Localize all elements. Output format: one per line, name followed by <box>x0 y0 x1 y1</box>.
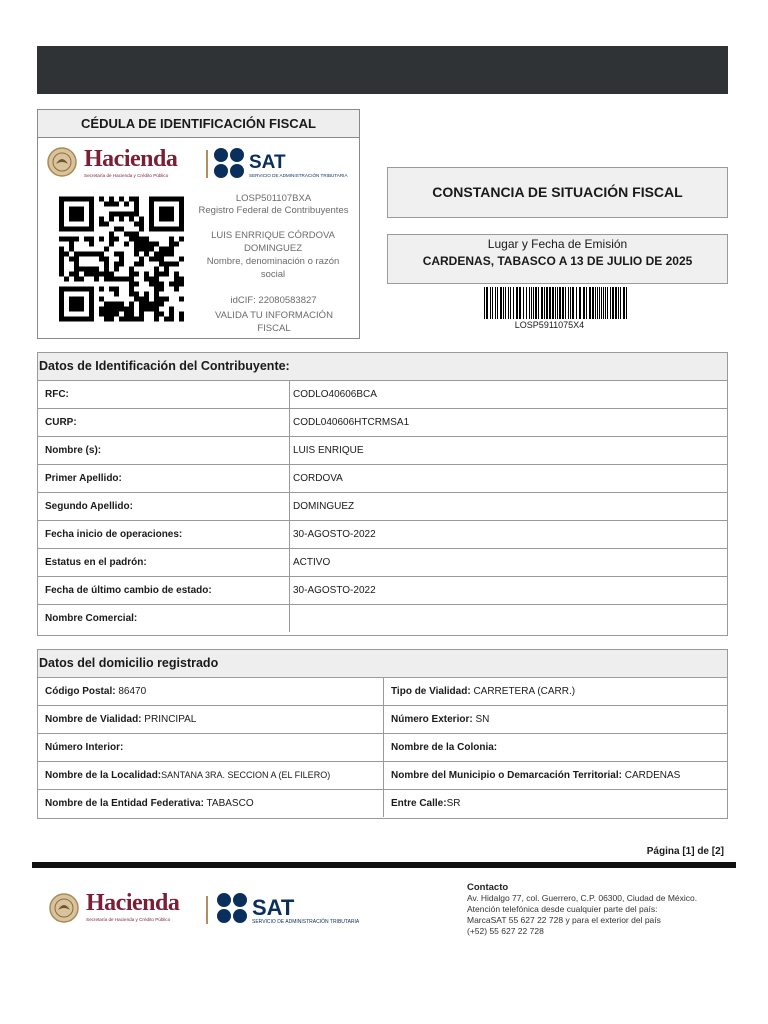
identificacion-section <box>37 352 728 636</box>
sat-logo: SAT <box>252 895 295 920</box>
domicilio-section <box>37 649 728 819</box>
identificacion-heading: Datos de Identificación del Contribuyente: <box>38 353 727 381</box>
domicilio-cell <box>384 706 728 734</box>
cell-label: Nombre de Vialidad: <box>45 714 142 725</box>
cell-label: Nombre de la Colonia: <box>391 742 498 753</box>
row-label: Fecha de último cambio de estado: <box>38 577 290 605</box>
cell-label: Nombre de la Localidad: <box>45 770 162 781</box>
row-value: ACTIVO <box>290 549 728 577</box>
cedula-idcif: idCIF: 22080583827 <box>230 295 317 306</box>
row-label: Nombre Comercial: <box>38 605 290 633</box>
constancia-title: CONSTANCIA DE SITUACIÓN FISCAL <box>387 167 728 218</box>
top-banner <box>37 46 728 94</box>
table-row <box>38 678 727 706</box>
table-row <box>38 437 727 465</box>
identificacion-table <box>38 381 727 632</box>
contact-line: MarcaSAT 55 627 22 728 y para el exterior del país <box>467 915 661 925</box>
domicilio-cell <box>38 678 384 706</box>
sat-dots-icon <box>213 147 245 179</box>
sat-sub: SERVICIO DE ADMINISTRACIÓN TRIBUTARIA <box>252 919 360 925</box>
cell-value: SANTANA 3RA. SECCION A (EL FILERO) <box>161 770 331 780</box>
cell-label: Tipo de Vialidad: <box>391 686 471 697</box>
row-value <box>290 605 728 633</box>
domicilio-cell <box>38 734 384 762</box>
domicilio-table <box>38 678 727 817</box>
footer-divider <box>32 862 736 868</box>
page-number: Página [1] de [2] <box>646 846 724 857</box>
cell-value: PRINCIPAL <box>144 714 197 725</box>
domicilio-heading: Datos del domicilio registrado <box>38 650 727 678</box>
cedula-valida: VALIDA TU INFORMACIÓN FISCAL <box>215 310 333 334</box>
cedula-rfc-label: Registro Federal de Contribuyentes <box>198 205 349 216</box>
contact-title: Contacto <box>467 882 509 893</box>
domicilio-cell <box>384 734 728 762</box>
cedula-box <box>37 109 360 339</box>
cedula-name-value: LUIS ENRRIQUE CÓRDOVA DOMINGUEZ <box>211 230 335 254</box>
contact-line: Av. Hidalgo 77, col. Guerrero, C.P. 06300, Ciudad de México. <box>467 893 698 903</box>
row-label: Primer Apellido: <box>38 465 290 493</box>
hacienda-sub: Secretaría de Hacienda y Crédito Público <box>84 173 169 178</box>
row-value: CODL040606HTCRMSA1 <box>290 409 728 437</box>
table-row <box>38 734 727 762</box>
table-row <box>38 790 727 818</box>
cedula-logos <box>46 144 356 184</box>
table-row <box>38 762 727 790</box>
table-row <box>38 706 727 734</box>
row-label: Segundo Apellido: <box>38 493 290 521</box>
table-row <box>38 577 727 605</box>
cell-value: CARDENAS <box>624 770 681 781</box>
contact-block <box>467 882 697 937</box>
row-label: CURP: <box>38 409 290 437</box>
domicilio-cell <box>38 790 384 818</box>
hacienda-sub: Secretaría de Hacienda y Crédito Público <box>86 917 171 922</box>
lugar-fecha-box <box>387 234 728 284</box>
cell-label: Entre Calle: <box>391 798 447 809</box>
cell-value: CARRETERA (CARR.) <box>473 686 576 697</box>
row-label: Estatus en el padrón: <box>38 549 290 577</box>
cedula-name-label: Nombre, denominación o razón social <box>206 256 340 280</box>
table-row <box>38 381 727 409</box>
table-row <box>38 465 727 493</box>
cedula-title: CÉDULA DE IDENTIFICACIÓN FISCAL <box>38 110 359 138</box>
row-value: 30-AGOSTO-2022 <box>290 521 728 549</box>
eagle-seal-icon <box>48 892 80 924</box>
row-label: RFC: <box>38 381 290 409</box>
row-value: LUIS ENRIQUE <box>290 437 728 465</box>
cell-value: TABASCO <box>206 798 254 809</box>
row-label: Nombre (s): <box>38 437 290 465</box>
domicilio-cell <box>384 762 728 790</box>
cell-label: Número Interior: <box>45 742 124 753</box>
eagle-seal-icon <box>46 146 78 178</box>
cell-value: 86470 <box>118 686 147 697</box>
hacienda-logo: Hacienda <box>86 890 180 916</box>
domicilio-cell <box>38 706 384 734</box>
table-row <box>38 521 727 549</box>
barcode-text: LOSP5911075X4 <box>514 320 585 330</box>
lugar-value: CARDENAS, TABASCO A 13 DE JULIO DE 2025 <box>422 254 693 268</box>
logo-divider <box>206 896 208 924</box>
cedula-rfc-value: LOSP501107BXA <box>235 193 312 204</box>
table-row <box>38 493 727 521</box>
sat-sub: SERVICIO DE ADMINISTRACIÓN TRIBUTARIA <box>249 173 348 178</box>
cell-label: Código Postal: <box>45 686 116 697</box>
cell-value: SN <box>475 714 490 725</box>
hacienda-logo: Hacienda <box>84 146 178 172</box>
lugar-label: Lugar y Fecha de Emisión <box>487 237 628 251</box>
footer-logos <box>48 890 378 930</box>
domicilio-cell <box>384 790 728 818</box>
row-value: CORDOVA <box>290 465 728 493</box>
sat-logo: SAT <box>249 152 286 173</box>
qr-code <box>59 194 184 324</box>
domicilio-cell <box>384 678 728 706</box>
table-row <box>38 605 727 633</box>
domicilio-cell <box>38 762 384 790</box>
cell-value: SR <box>446 798 461 809</box>
row-value: CODLO40606BCA <box>293 389 377 400</box>
logo-divider <box>206 150 208 178</box>
row-label: Fecha inicio de operaciones: <box>38 521 290 549</box>
contact-line: Atención telefónica desde cualquier parte del país: <box>467 904 658 914</box>
barcode <box>484 287 630 319</box>
cell-label: Nombre de la Entidad Federativa: <box>45 798 204 809</box>
row-value: DOMINGUEZ <box>290 493 728 521</box>
table-row <box>38 409 727 437</box>
table-row <box>38 549 727 577</box>
sat-dots-icon <box>216 892 248 924</box>
contact-line: (+52) 55 627 22 728 <box>467 926 544 936</box>
cell-label: Nombre del Municipio o Demarcación Territorial: <box>391 770 622 781</box>
cell-label: Número Exterior: <box>391 714 473 725</box>
row-value: 30-AGOSTO-2022 <box>290 577 728 605</box>
